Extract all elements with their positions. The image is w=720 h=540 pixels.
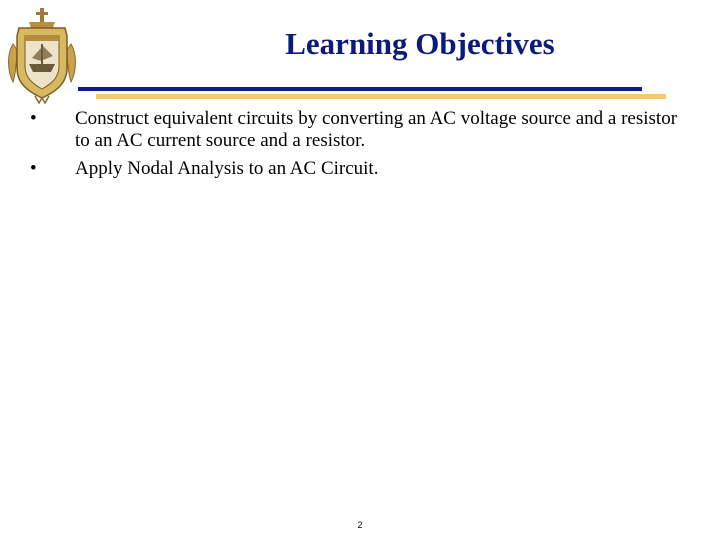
list-item [30, 108, 680, 152]
objective-text: Apply Nodal Analysis to an AC Circuit. [75, 158, 379, 179]
naval-academy-crest-icon [5, 6, 79, 104]
list-item [30, 158, 680, 180]
objective-text: Construct equivalent circuits by converting an AC voltage source and a resistor to an AC current source and a resistor. [75, 108, 678, 151]
title-divider-gold [96, 94, 666, 99]
page-title: Learning Objectives [285, 26, 555, 61]
bullet-icon: • [30, 158, 37, 179]
bullet-icon: • [30, 108, 37, 129]
page-number: 2 [357, 520, 363, 530]
objectives-list [30, 108, 680, 186]
title-divider-navy [78, 87, 642, 91]
